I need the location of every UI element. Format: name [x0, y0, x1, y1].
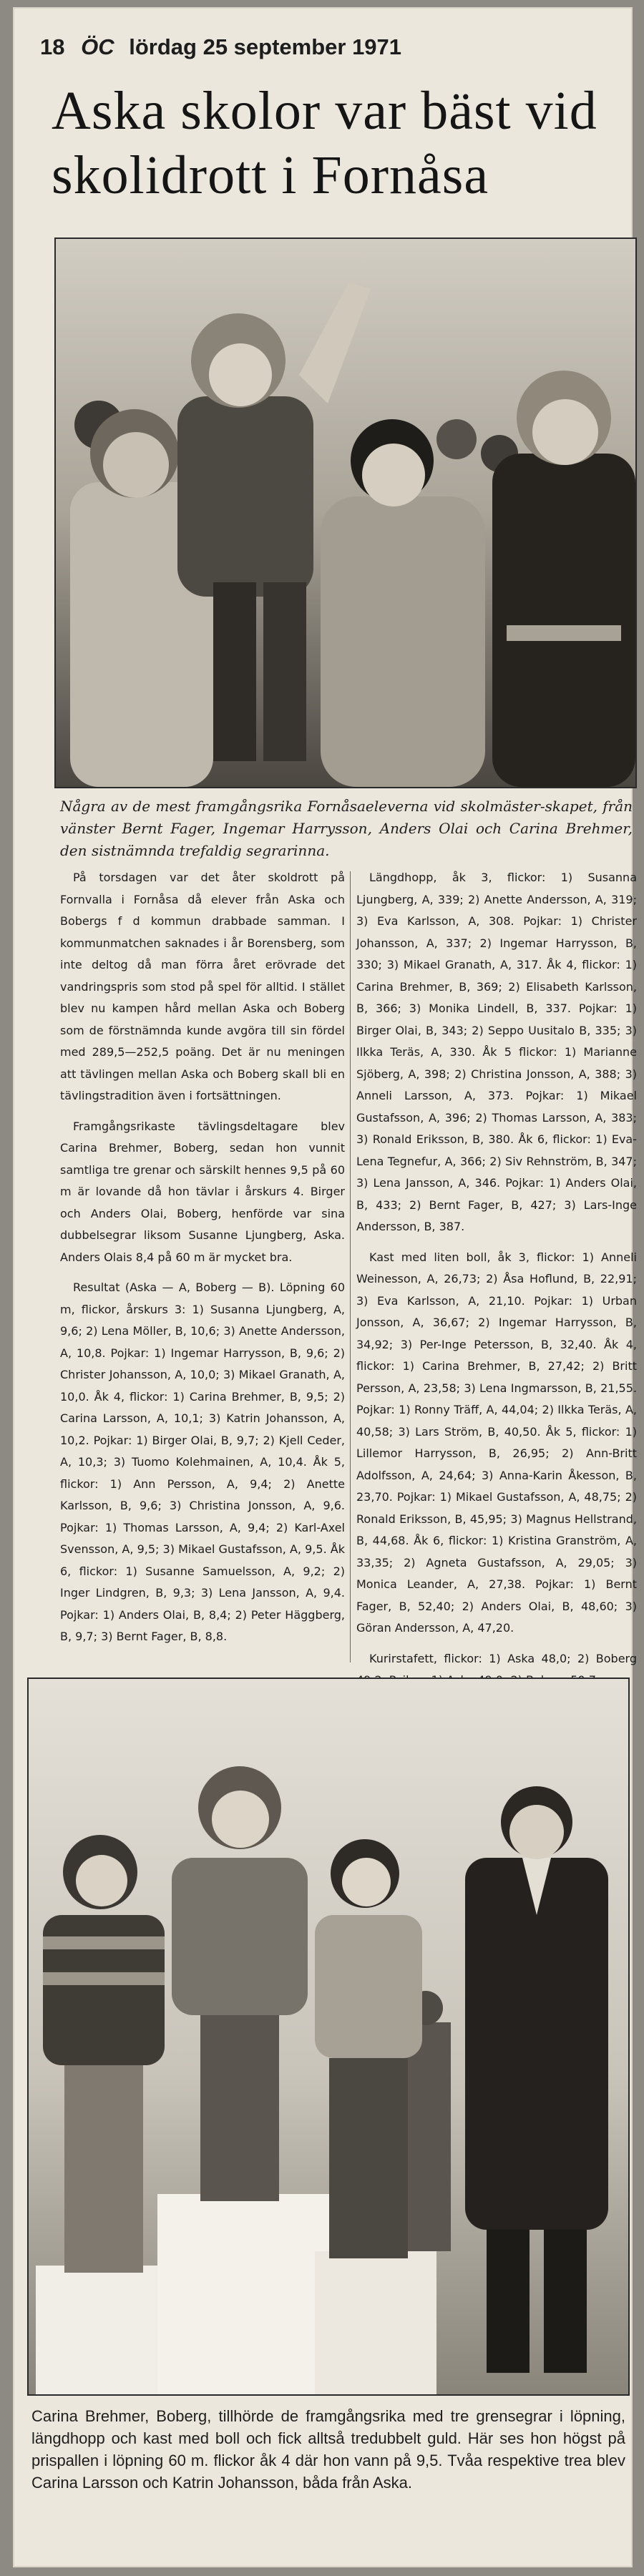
results-long-jump: Längdhopp, åk 3, flickor: 1) Susanna Ljungberg, A, 339; 2) Anette Andersson, A, 319; 3) Eva Karlsson, A, 308. Pojkar: 1) Christer Johansson, A, 337; 2) Ingemar Harrysson, B, 330; 3) Mikael Granath, A, 317. Åk 4, flickor: 1) Carina Brehmer, B, 369; 2) Elisabeth Karlsson, B, 366; 3) Monika Lindell, B, 337. Pojkar: 1) Birger Olai, B, 343; 2) Seppo Uusitalo B, 335; 3) Ilkka Teräs, A, 330. Åk 5 flickor: 1) Marianne Sjöberg, A, 398; 2) Christina Jonsson, A, 388; 3) Anneli Larsson, A, 373. Pojkar: 1) Mikael Gustafsson, A, 396; 2) Thomas Larsson, A, 383; 3) Ronald Eriksson, B, 380. Åk 6, flickor: 1) Eva-Lena Tegnefur, A, 366; 2) Siv Rehnström, B, 347; 3) Lena Jansson, A, 346. Pojkar: 1) Anders Olai, B, 433; 2) Bernt Fager, B, 427; 3) Lars-Inge Andersson, B, 387. [356, 871, 637, 1233]
group-photo-caption: Några av de mest framgångsrika Fornåsaeleverna vid skolmäster-skapet, från vänster Bernt Fager, Ingemar Harrysson, Anders Olai och Carina Brehmer, den sistnämnda trefaldig segrarinna. [60, 798, 633, 859]
page-number: 18 [40, 34, 65, 59]
headline: Aska skolor var bäst vid skolidrott i Fornåsa [52, 81, 597, 205]
podium-photo-caption: Carina Brehmer, Boberg, tillhörde de framgångsrika med tre grensegrar i löpning, längdhopp och kast med boll och fick alltså tredubbelt guld. Här ses hon högst på prispallen i löpning 60 m. flickor åk 4 där hon vann på 9,5. Tvåa respektive trea blev Carina Larsson och Katrin Johansson, båda från Aska. [31, 2407, 625, 2492]
column-divider [350, 871, 351, 1662]
group-photo-image [56, 239, 635, 787]
article-left-column [60, 867, 345, 1657]
newspaper-clipping [14, 9, 637, 2566]
group-photo [54, 237, 637, 788]
results-running: Resultat (Aska — A, Boberg — B). Löpning 60 m, flickor, årskurs 3: 1) Susanna Ljungberg, A, 9,6; 2) Lena Möller, B, 10,6; 3) Anette Andersson, A, 10,8. Pojkar: 1) Ingemar Harrysson, B, 9,6; 2) Christer Johansson, A, 10,0; 3) Mikael Granath, A, 10,0. Åk 4, flickor: 1) Carina Brehmer, B, 9,5; 2) Carina Larsson, A, 10,1; 3) Katrin Johansson, A, 10,2. Pojkar: 1) Birger Olai, B, 9,7; 2) Kjell Ceder, A, 10,3; 3) Tuomo Kolehmainen, A, 10,4. Åk 5, flickor: 1) Ann Persson, A, 9,4; 2) Anette Karlsson, B, 9,6; 3) Christina Jonsson, A, 9,6. Pojkar: 1) Thomas Larsson, A, 9,4; 2) Karl-Axel Svensson, A, 9,5; 3) Mikael Gustafsson, A, 9,5. Åk 6, flickor: 1) Susanne Samuelsson, A, 9,2; 2) Inger Lindgren, B, 9,3; 3) Lena Jansson, A, 9,4. Pojkar: 1) Anders Olai, B, 8,4; 2) Peter Häggberg, B, 9,7; 3) Bernt Fager, B, 8,8. [60, 1280, 345, 1643]
podium-photo [27, 1678, 630, 2396]
page-header [40, 33, 634, 62]
paper-name: ÖC [81, 34, 114, 59]
podium-photo-image [29, 1679, 628, 2394]
results-ball-throw: Kast med liten boll, åk 3, flickor: 1) Anneli Weinesson, A, 26,73; 2) Åsa Hoflund, B, 22,91; 3) Eva Karlsson, A, 21,10. Pojkar: 1) Urban Jonsson, A, 36,67; 2) Ingemar Harrysson, B, 34,92; 3) Per-Inge Petersson, B, 32,40. Åk 4, flickor: 1) Carina Brehmer, B, 27,42; 2) Britt Persson, A, 23,58; 3) Lena Ingmarsson, B, 21,55. Pojkar: 1) Ronny Träff, A, 44,04; 2) Ilkka Teräs, A, 40,58; 3) Lars Ström, B, 40,50. Åk 5, flickor: 1) Lillemor Harrysson, B, 26,95; 2) Ann-Britt Adolfsson, A, 24,64; 3) Anna-Karin Åkesson, B, 23,70. Pojkar: 1) Mikael Gustafsson, A, 48,75; 2) Ronald Eriksson, B, 45,95; 3) Magnus Hellstrand, B, 44,68. Åk 6, flickor: 1) Kristina Granström, A, 33,35; 2) Agneta Gustafsson, A, 29,05; 3) Monica Leander, A, 27,38. Pojkar: 1) Bernt Fager, B, 52,40; 2) Anders Olai, B, 48,60; 3) Göran Andersson, A, 47,20. [356, 1250, 637, 1635]
article-paragraph: På torsdagen var det åter skoldrott på Fornvalla i Fornåsa då elever från Aska och Bobergs f d kommun drabbade samman. I kommunmatchen saknades i år Borensberg, som inte deltog då man förra året erövrade det vandringspris som stod på spel för alltid. I stället blev nu kampen hård mellan Aska och Boberg som de förstnämnda kunde avgöra till sin fördel med 289,5—252,5 poäng. Det är nu meningen att tävlingen mellan Aska och Boberg skall bli en tävlingstradition även i fortsättningen. [60, 871, 345, 1102]
article-right-column [356, 867, 637, 1700]
issue-date: lördag 25 september 1971 [129, 34, 402, 59]
results-relay: Kurirstafett, flickor: 1) Aska 48,0; 2) Boberg [369, 1651, 637, 1665]
article-paragraph: Framgångsrikaste tävlingsdeltagare blev Carina Brehmer, Boberg, sedan hon vunnit samtliga tre grenar och särskilt hennes 9,5 på 60 m är lovande då hon tävlar i årskurs 4. Birger och Anders Olai, Boberg, henförde var sina dubbelsegrar liksom Susanne Ljungberg, Aska. Anders Olais 8,4 på 60 m är mycket bra. [60, 1119, 345, 1264]
